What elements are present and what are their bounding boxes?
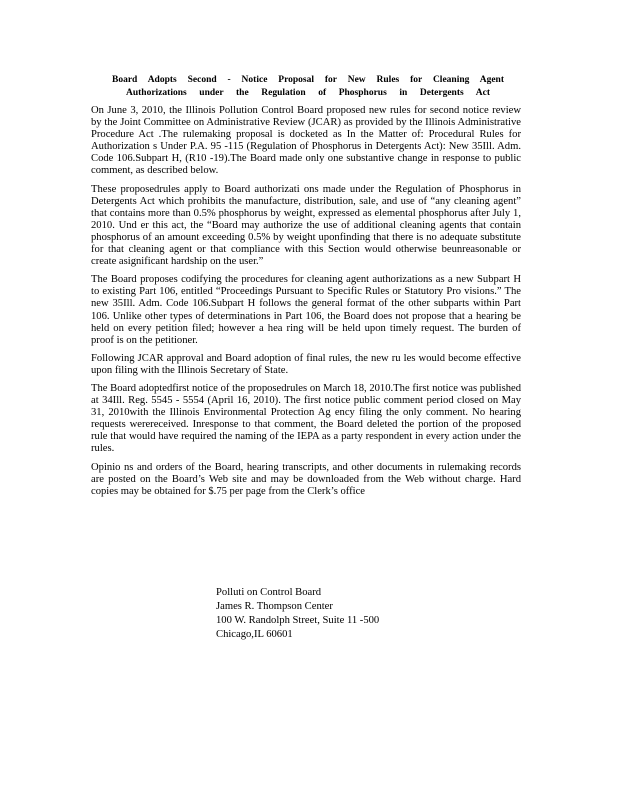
paragraph-intro: On June 3, 2010, the Illinois Pollution Control Board proposed new rules for second notice review by the Joint Committee on Administrative Review (JCAR) as provided by the Illinois Administrative Procedure Act .The rulemaking proposal is docketed as In the Matter of: Procedural Rules for Authorization s Under P.A. 95 -115 (Regulation of Phosphorus in Detergents Act): New 35Ill. Adm. Code 106.Subpart H, (R10 -19).The Board made only one substantive change in response to public comment, as described below. [91,105,521,177]
paragraph-procedures: The Board proposes codifying the procedures for cleaning agent authorizations as a new Subpart H to existing Part 106, entitled “Proceedings Pursuant to Specific Rules or Statutory Pro visions.” The new 35Ill. Adm. Code 106.Subpart H follows the general format of the other subparts within Part 106. Unlike other types of determinations in Part 106, the Board does not propose that a hearing be held on every petition filed; however a hea ring will be held upon timely request. The burden of proof is on the petitioner. [91,274,521,346]
title-line-2: Authorizations under the Regulation of Phosphorus in Detergents Act [126,88,490,98]
address-line-street: 100 W. Randolph Street, Suite 11 -500 [216,615,380,626]
press-release-title [112,74,504,100]
paragraph-documents: Opinio ns and orders of the Board, hearing transcripts, and other documents in rulemaking records are posted on the Board’s Web site and may be downloaded from the Web without charge. Hard copies may be obtained for $.75 per page from the Clerk’s office [91,461,521,497]
address-line-org: Polluti on Control Board [216,587,322,598]
paragraph-effective: Following JCAR approval and Board adoption of final rules, the new ru les would become effective upon filing with the Illinois Secretary of State. [91,352,521,376]
paragraph-scope: These proposedrules apply to Board authorizati ons made under the Regulation of Phosphorus in Detergents Act which prohibits the manufacture, distribution, sale, and use of “any cleaning agent” that contains more than 0.5% phosphorus by weight, expressed as elemental phosphorus after July 1, 2010. Und er this act, the “Board may authorize the use of additional cleaning agents that contain phosphorus of an amount exceeding 0.5% by weight uponfinding that there is no adequate substitute for that cleaning agent or that compliance with this Section would otherwise beunreasonable or create asignificant hardship on the user.” [91,183,521,268]
title-line-1: Board Adopts Second - Notice Proposal for New Rules for Cleaning Agent [112,75,504,85]
paragraph-first-notice: The Board adoptedfirst notice of the proposedrules on March 18, 2010.The first notice was published at 34Ill. Reg. 5545 - 5554 (April 16, 2010). The first notice public comment period closed on May 31, 2010with the Illinois Environmental Protection Ag ency filing the only comment. No hearing requests werereceived. Inresponse to that comment, the Board deleted the portion of the proposed rule that would have required the naming of the IEPA as a party respondent in every action under the rules. [91,382,521,455]
clerk-office-address [216,586,456,642]
address-line-building: James R. Thompson Center [216,601,333,612]
press-release-body [91,105,521,504]
address-line-city: Chicago,IL 60601 [216,629,293,640]
